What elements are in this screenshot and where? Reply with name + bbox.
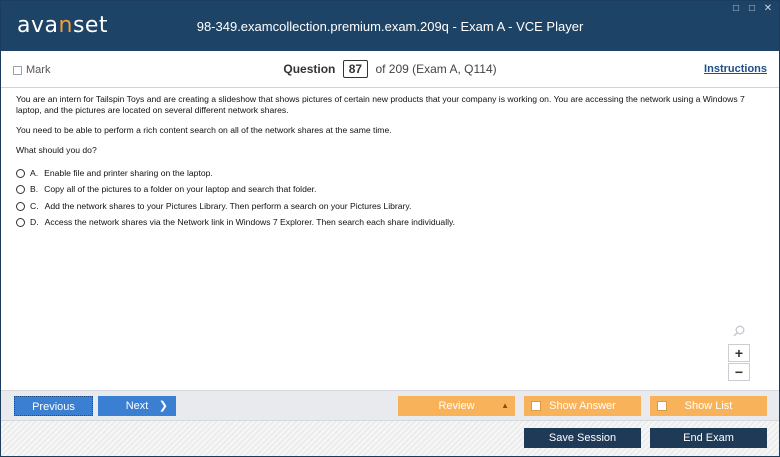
review-label: Review <box>438 400 475 412</box>
caret-up-icon: ▲ <box>501 401 509 410</box>
window-title: 98-349.examcollection.premium.exam.209q - Exam A - VCE Player <box>196 19 584 34</box>
answer-letter: B. <box>30 184 39 195</box>
question-total: of 209 (Exam A, Q114) <box>375 62 497 76</box>
show-list-label: Show List <box>684 400 733 412</box>
answer-option-d[interactable] <box>16 215 758 232</box>
save-session-button[interactable]: Save Session <box>524 428 641 448</box>
radio-button[interactable] <box>16 169 25 178</box>
question-header <box>1 53 779 88</box>
answer-letter: C. <box>30 200 39 211</box>
answer-letter: A. <box>30 167 39 178</box>
window-controls <box>731 4 773 14</box>
show-list-checkbox[interactable] <box>657 401 667 411</box>
question-paragraph: You are an intern for Tailspin Toys and are creating a slideshow that shows pictures of certain new products that your company is working on. You are accessing the network using a Windows 7 laptop, and the pictures are located on several different network shares. <box>16 94 745 115</box>
next-button[interactable] <box>98 396 176 416</box>
end-exam-button[interactable]: End Exam <box>650 428 767 448</box>
title-bar <box>1 1 779 51</box>
answer-list <box>16 165 758 231</box>
zoom-in-button[interactable]: + <box>728 344 750 362</box>
radio-button[interactable] <box>16 202 25 211</box>
avanset-logo: avanset <box>17 13 109 38</box>
question-navigator <box>1 60 779 78</box>
question-body <box>16 94 758 231</box>
radio-button[interactable] <box>16 185 25 194</box>
chevron-right-icon: ❯ <box>158 400 168 412</box>
question-prompt: What should you do? <box>16 145 97 155</box>
answer-letter: D. <box>30 217 39 228</box>
previous-button[interactable]: Previous <box>14 396 93 416</box>
question-number-input[interactable]: 87 <box>343 60 368 78</box>
navigation-bar <box>1 390 779 420</box>
show-answer-label: Show Answer <box>549 400 616 412</box>
answer-option-a[interactable] <box>16 165 758 182</box>
instructions-link[interactable]: Instructions <box>704 63 767 75</box>
session-bar <box>1 420 779 456</box>
zoom-out-button[interactable]: − <box>728 363 750 381</box>
answer-text: Copy all of the pictures to a folder on your laptop and search that folder. <box>44 184 317 195</box>
close-icon[interactable]: ✕ <box>763 3 773 14</box>
magnifier-icon <box>733 325 745 337</box>
next-label: Next <box>125 400 149 412</box>
radio-button[interactable] <box>16 218 25 227</box>
minimize-icon[interactable]: □ <box>732 3 740 14</box>
show-answer-checkbox[interactable] <box>531 401 541 411</box>
show-list-button[interactable] <box>650 396 767 416</box>
mark-label: Mark <box>26 64 51 76</box>
question-label: Question <box>283 62 336 76</box>
answer-option-c[interactable] <box>16 198 758 215</box>
maximize-icon[interactable]: □ <box>748 3 756 14</box>
answer-text: Access the network shares via the Network link in Windows 7 Explorer. Then search each share individually. <box>44 217 456 228</box>
answer-text: Enable file and printer sharing on the laptop. <box>44 167 213 178</box>
answer-option-b[interactable] <box>16 182 758 199</box>
show-answer-button[interactable] <box>524 396 641 416</box>
question-paragraph: You need to be able to perform a rich content search on all of the network shares at the same time. <box>16 125 392 135</box>
review-button[interactable] <box>398 396 515 416</box>
answer-text: Add the network shares to your Pictures Library. Then perform a search on your Pictures Library. <box>44 200 412 211</box>
